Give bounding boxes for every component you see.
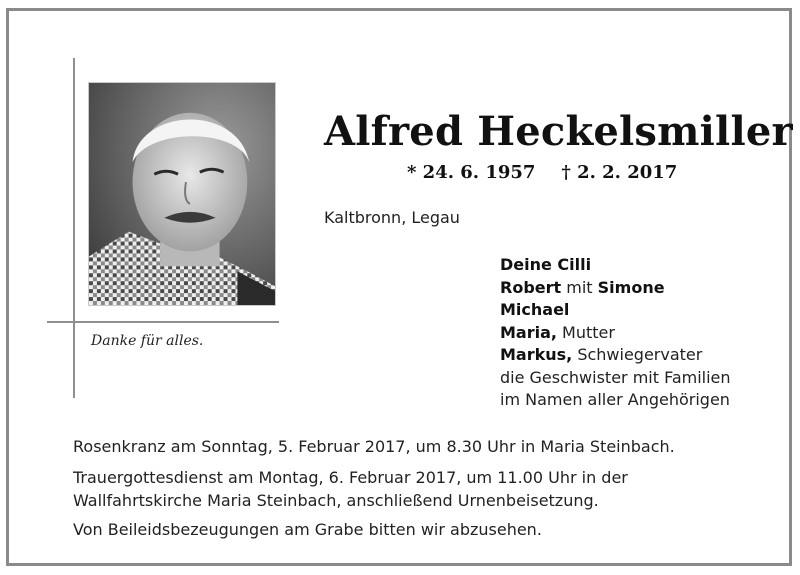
photo-caption: Danke für alles. [91, 333, 204, 349]
portrait-photo [88, 82, 276, 306]
residence: Kaltbronn, Legau [324, 208, 460, 227]
death-date: † 2. 2. 2017 [561, 162, 678, 183]
mourner-line: Markus, Schwiegervater [500, 345, 703, 364]
mourner-line: Michael [500, 300, 570, 319]
mourner-line: die Geschwister mit Familien [500, 367, 731, 387]
service-info [73, 436, 763, 548]
mourners-list [500, 254, 731, 412]
mourner-line: im Namen aller Angehörigen [500, 390, 730, 409]
decorative-vertical-line [73, 58, 75, 398]
birth-date: * 24. 6. 1957 [407, 162, 536, 183]
funeral-text: Trauergottesdienst am Montag, 6. Februar 2017, um 11.00 Uhr in der Wallfahrtskirche Maria Steinbach, anschließend Urnenbeisetzung. [73, 467, 628, 510]
deceased-name: Alfred Heckelsmiller [324, 108, 793, 155]
decorative-horizontal-line [47, 321, 279, 323]
mourner-line: Robert mit Simone [500, 277, 665, 297]
rosary-text: Rosenkranz am Sonntag, 5. Februar 2017, um 8.30 Uhr in Maria Steinbach. [73, 437, 675, 456]
mourner-line: Maria, Mutter [500, 322, 615, 342]
life-dates [407, 162, 703, 183]
condolences-text: Von Beileidsbezeugungen am Grabe bitten wir abzusehen. [73, 519, 542, 539]
mourner-line: Deine Cilli [500, 255, 592, 274]
